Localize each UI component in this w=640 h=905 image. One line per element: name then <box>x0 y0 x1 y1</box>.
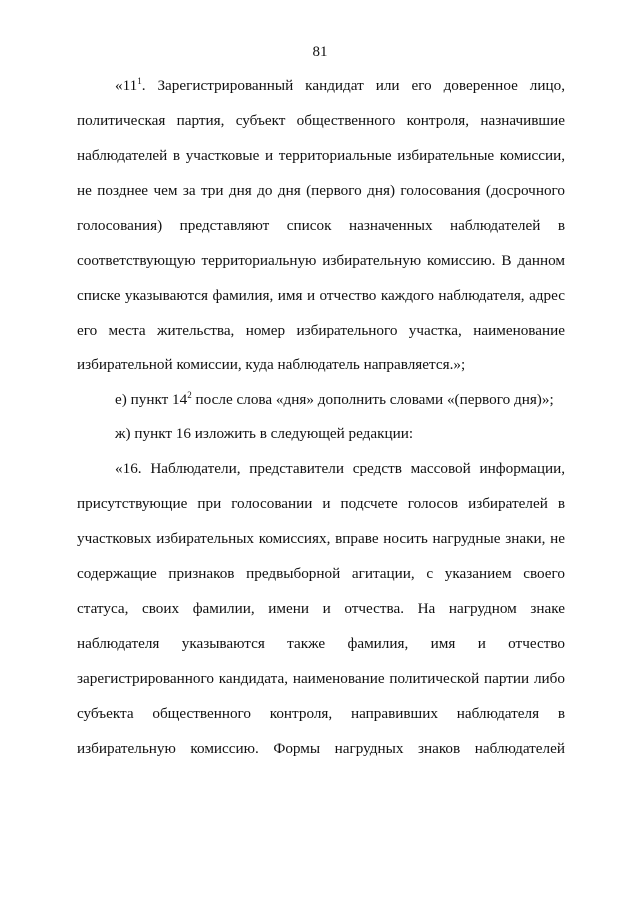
paragraph-line: политическая партия, субъект общественного контроля, назначившие <box>77 112 565 129</box>
paragraph-line: участковых избирательных комиссиях, вправе носить нагрудные знаки, не <box>77 530 565 547</box>
paragraph-line: не позднее чем за три дня до дня (первого дня) голосования (досрочного <box>77 182 565 199</box>
paragraph-line: статуса, своих фамилии, имени и отчества. На нагрудном знаке <box>77 600 565 617</box>
superscript: 1 <box>137 76 142 86</box>
paragraph-line: его места жительства, номер избирательного участка, наименование <box>77 322 565 339</box>
paragraph-line: зарегистрированного кандидата, наименование политической партии либо <box>77 670 565 687</box>
paragraph-line: голосования) представляют список назначенных наблюдателей в <box>77 217 565 234</box>
paragraph-line: е) пункт $14^2$ после слова «дня» дополнить словами «(первого дня)»; <box>115 390 554 408</box>
paragraph-line: списке указываются фамилия, имя и отчество каждого наблюдателя, адрес <box>77 287 565 304</box>
paragraph-line: субъекта общественного контроля, направивших наблюдателя в <box>77 705 565 722</box>
paragraph-line: наблюдателей в участковые и территориальные избирательные комиссии, <box>77 147 565 164</box>
paragraph-line: содержащие признаков предвыборной агитации, с указанием своего <box>77 565 565 582</box>
page-number: 81 <box>312 44 328 60</box>
paragraph-line: избирательной комиссии, куда наблюдатель направляется.»; <box>77 356 466 373</box>
paragraph-line: наблюдателя указываются также фамилия, имя и отчество <box>77 635 565 652</box>
paragraph-line: «$11^1$. Зарегистрированный кандидат или его доверенное лицо, <box>115 76 565 94</box>
superscript: 2 <box>187 390 192 400</box>
paragraph-line: избирательную комиссию. Формы нагрудных знаков наблюдателей <box>77 740 565 757</box>
paragraph-line: ж) пункт 16 изложить в следующей редакции: <box>115 425 414 442</box>
paragraph-line: «16. Наблюдатели, представители средств массовой информации, <box>115 460 565 477</box>
paragraph-line: соответствующую территориальную избирательную комиссию. В данном <box>77 252 565 269</box>
paragraph-line: присутствующие при голосовании и подсчете голосов избирателей в <box>77 495 565 512</box>
